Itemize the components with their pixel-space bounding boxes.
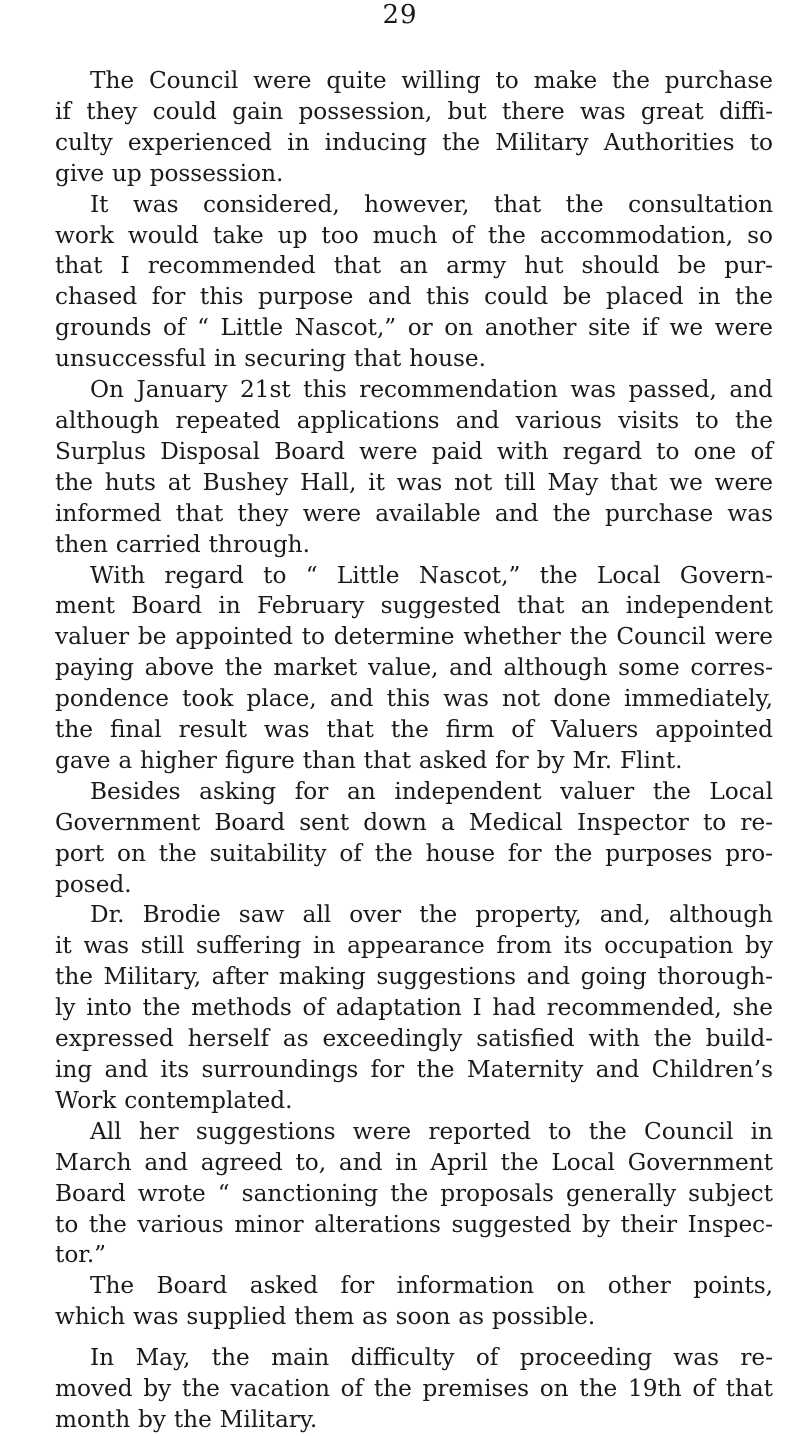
text-line: posed.: [55, 870, 132, 898]
text-line: chased for this purpose and this could be placed in the: [55, 283, 773, 311]
text-line: moved by the vacation of the premises on the 19th of that: [55, 1375, 773, 1403]
text-line: It was considered, however, that the consultation: [90, 190, 773, 218]
text-line: give up possession.: [55, 159, 284, 187]
paragraph: [55, 777, 773, 901]
text-line: expressed herself as exceedingly satisfied with the build-: [55, 1025, 773, 1053]
text-line: All her suggestions were reported to the Council in: [90, 1117, 773, 1145]
text-line: the final result was that the firm of Valuers appointed: [55, 716, 773, 744]
text-line: that I recommended that an army hut should be pur-: [55, 252, 773, 280]
text-line: work would take up too much of the accommodation, so: [55, 221, 773, 249]
text-line: ment Board in February suggested that an independent: [55, 592, 773, 620]
text-line: to the various minor alterations suggested by their Inspec-: [55, 1210, 773, 1238]
paragraph: [55, 66, 773, 190]
text-line: although repeated applications and various visits to the: [55, 406, 773, 434]
text-line: The Board asked for information on other points,: [90, 1272, 773, 1300]
text-line: The Council were quite willing to make the purchase: [90, 67, 773, 94]
paragraph: [55, 561, 773, 777]
paragraph: [55, 1343, 773, 1436]
paragraph: [55, 375, 773, 560]
text-line: Surplus Disposal Board were paid with regard to one of: [55, 437, 773, 465]
paragraph: [55, 190, 773, 375]
text-line: port on the suitability of the house for the purposes pro-: [55, 839, 773, 867]
text-line: valuer be appointed to determine whether the Council were: [55, 623, 773, 651]
text-line: then carried through.: [55, 530, 310, 558]
text-line: Government Board sent down a Medical Inspector to re-: [55, 808, 773, 836]
text-line: In May, the main difficulty of proceeding was re-: [90, 1344, 773, 1372]
text-line: which was supplied them as soon as possible.: [55, 1303, 596, 1331]
page-number: 29: [382, 0, 418, 30]
text-line: the Military, after making suggestions and going thorough-: [55, 963, 773, 991]
text-line: Work contemplated.: [55, 1086, 293, 1114]
text-line: Board wrote “ sanctioning the proposals generally subject: [55, 1179, 773, 1207]
text-line: March and agreed to, and in April the Local Government: [55, 1148, 773, 1176]
text-line: On January 21st this recommendation was passed, and: [90, 376, 773, 404]
body-text: [55, 66, 773, 1436]
text-line: pondence took place, and this was not done immediately,: [55, 685, 773, 713]
paragraph: [55, 1117, 773, 1272]
paragraph: [55, 1271, 773, 1333]
text-line: ing and its surroundings for the Maternity and Children’s: [55, 1056, 773, 1083]
text-line: culty experienced in inducing the Military Authorities to: [55, 128, 773, 156]
text-line: grounds of “ Little Nascot,” or on another site if we were: [55, 314, 773, 342]
text-line: it was still suffering in appearance from its occupation by: [55, 932, 773, 960]
text-line: if they could gain possession, but there was great diffi-: [55, 97, 773, 125]
text-line: Besides asking for an independent valuer the Local: [90, 777, 773, 805]
text-line: unsuccessful in securing that house.: [55, 345, 486, 373]
text-line: month by the Military.: [55, 1405, 318, 1433]
text-line: paying above the market value, and although some corres-: [55, 654, 773, 682]
text-line: the huts at Bushey Hall, it was not till May that we were: [55, 468, 773, 496]
text-line: With regard to “ Little Nascot,” the Local Govern-: [90, 561, 773, 589]
paragraph: [55, 900, 773, 1116]
text-line: ly into the methods of adaptation I had recommended, she: [55, 994, 773, 1022]
text-line: Dr. Brodie saw all over the property, and, although: [90, 901, 773, 929]
text-line: informed that they were available and the purchase was: [55, 499, 773, 527]
text-line: tor.”: [55, 1241, 107, 1269]
text-line: gave a higher figure than that asked for by Mr. Flint.: [55, 746, 683, 774]
